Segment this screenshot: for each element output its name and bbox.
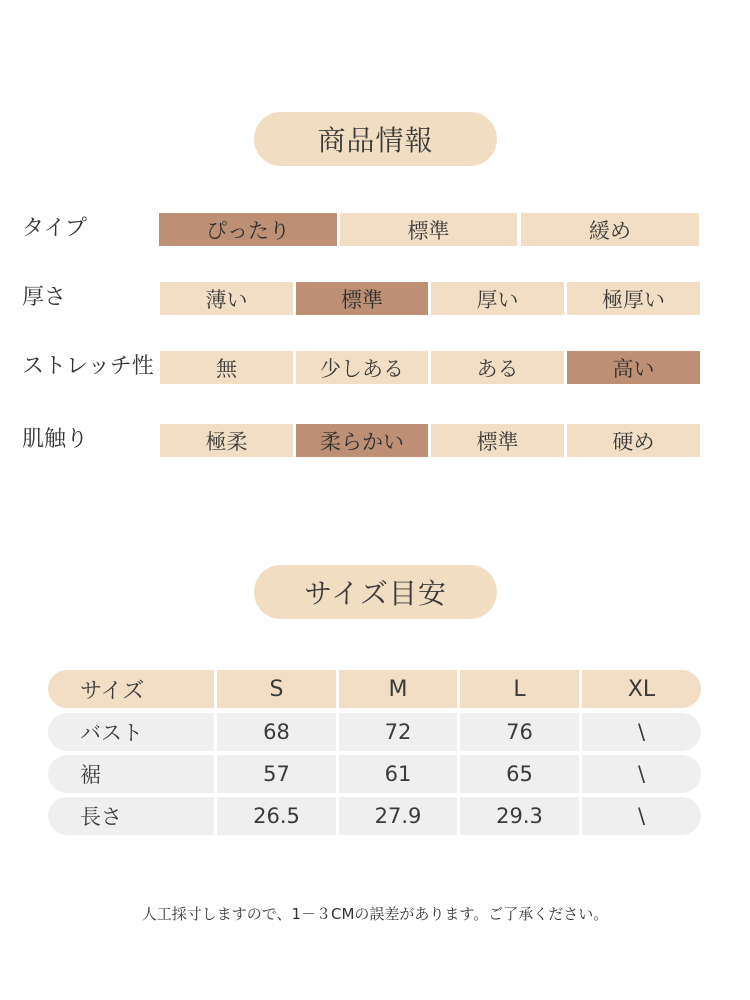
table-cell: 68	[214, 713, 336, 751]
table-cell: 65	[457, 755, 579, 793]
size-header-cell: サイズ	[80, 678, 145, 704]
attr-option-fit: ぴったり	[159, 213, 337, 246]
table-cell: 26.5	[214, 797, 336, 835]
attr-option-standard: 標準	[431, 424, 564, 457]
attr-option-standard: 標準	[340, 213, 517, 246]
table-cell: \	[579, 755, 701, 793]
attr-option-firm: 硬め	[567, 424, 700, 457]
table-cell: 27.9	[336, 797, 457, 835]
attr-option-soft: 柔らかい	[296, 424, 428, 457]
size-header-cell: M	[336, 670, 457, 708]
size-header-cell: XL	[579, 670, 701, 708]
attr-option-none: 無	[160, 351, 293, 384]
size-table-header	[48, 670, 701, 708]
table-cell: 長さ	[80, 805, 122, 829]
attr-label-texture: 肌触り	[22, 427, 89, 452]
table-cell: \	[579, 797, 701, 835]
table-cell: 61	[336, 755, 457, 793]
attr-option-thin: 薄い	[160, 282, 293, 315]
section-title-product-info: 商品情報	[254, 112, 497, 166]
table-cell: 72	[336, 713, 457, 751]
table-cell: 29.3	[457, 797, 579, 835]
attr-option-high: 高い	[567, 351, 700, 384]
attr-label-thickness: 厚さ	[22, 285, 67, 310]
attr-label-type: タイプ	[22, 216, 87, 241]
attr-label-stretch: ストレッチ性	[22, 354, 154, 379]
attr-option-extra-thick: 極厚い	[567, 282, 700, 315]
table-cell: \	[579, 713, 701, 751]
attr-option-slight: 少しある	[296, 351, 428, 384]
table-row	[48, 797, 701, 835]
table-cell: 76	[457, 713, 579, 751]
size-header-cell: L	[457, 670, 579, 708]
attr-option-standard: 標準	[296, 282, 428, 315]
measurement-note: 人工採寸しますので、1－３CMの誤差があります。ご了承ください。	[141, 905, 609, 923]
table-row	[48, 713, 701, 751]
table-cell: 57	[214, 755, 336, 793]
attr-option-thick: 厚い	[431, 282, 564, 315]
attr-option-some: ある	[431, 351, 564, 384]
table-cell: 裾	[80, 763, 101, 787]
section-title-size-guide: サイズ目安	[254, 565, 497, 619]
table-row	[48, 755, 701, 793]
size-header-cell: S	[214, 670, 336, 708]
table-cell: バスト	[80, 721, 143, 745]
attr-option-loose: 緩め	[521, 213, 699, 246]
attr-option-ultra-soft: 極柔	[160, 424, 293, 457]
